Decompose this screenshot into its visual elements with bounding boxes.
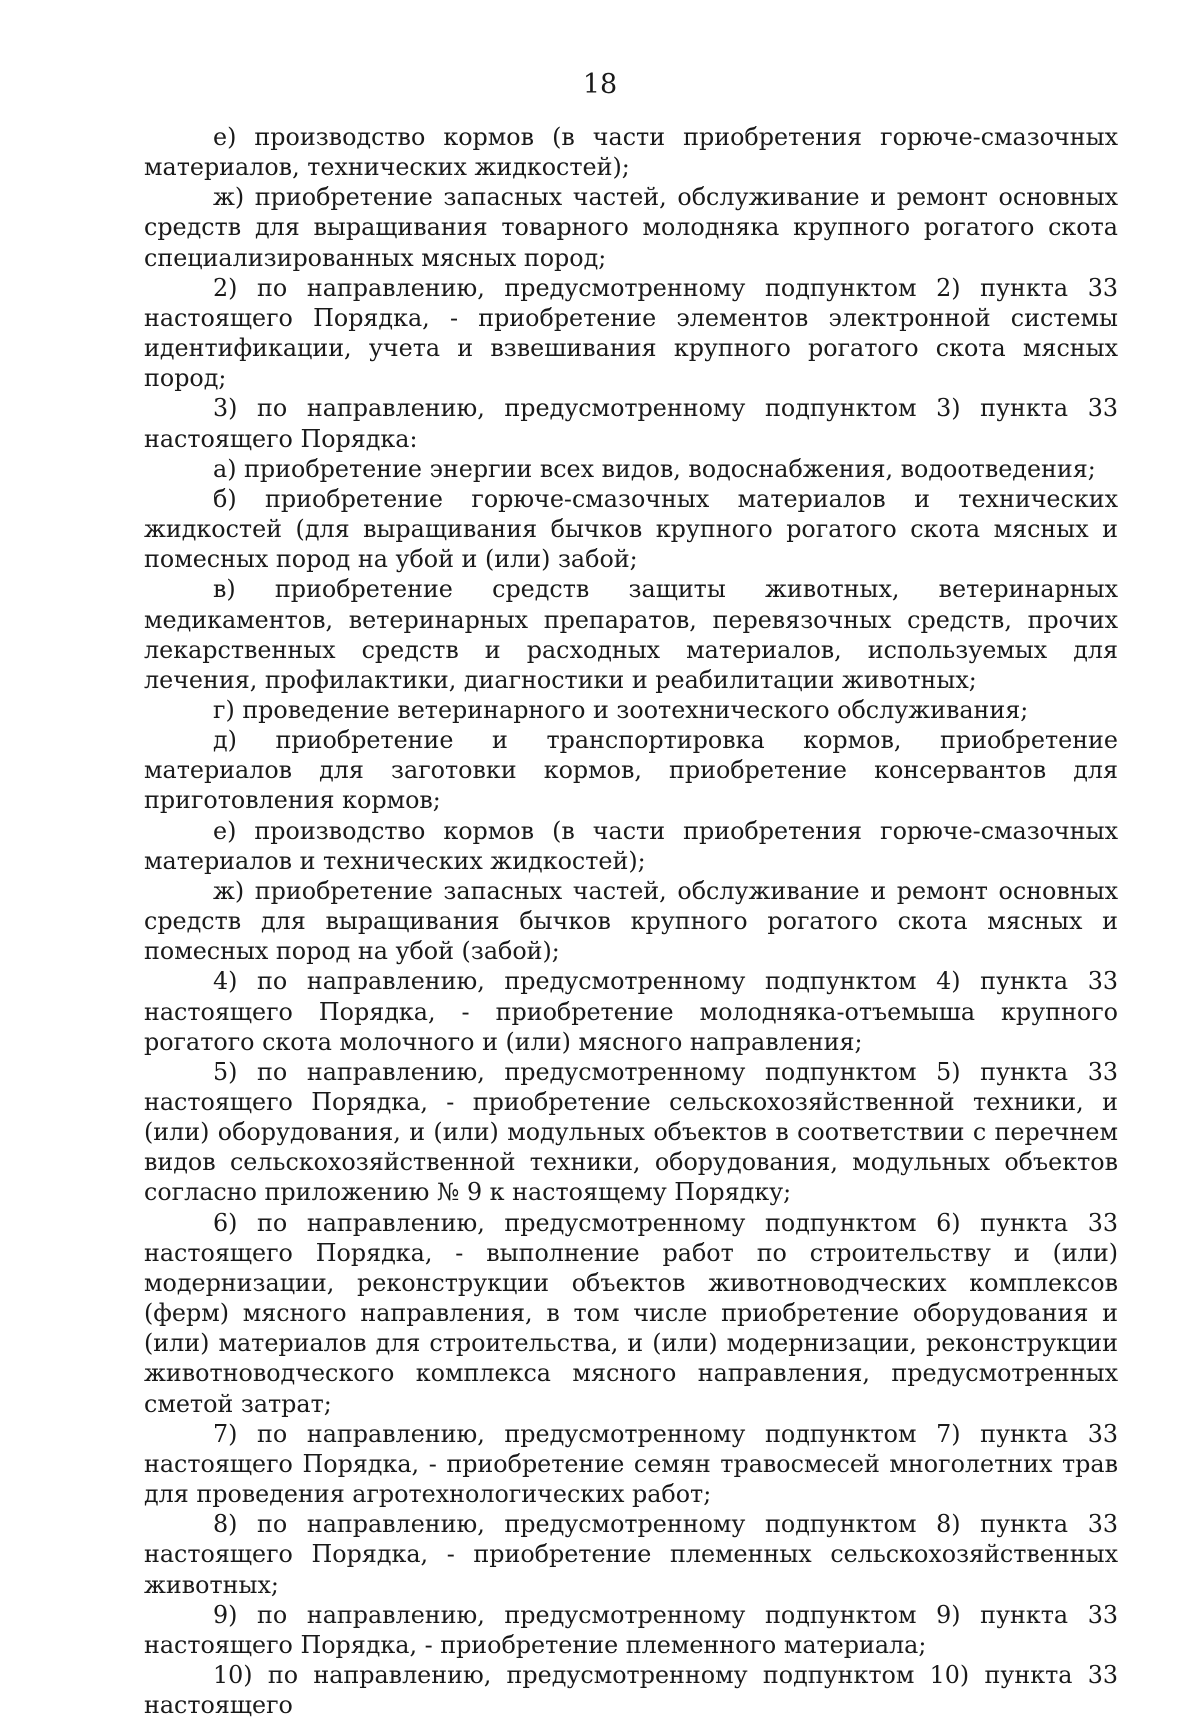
paragraph: 10) по направлению, предусмотренному подпунктом 10) пункта 33 настоящего — [144, 1660, 1118, 1720]
document-body — [144, 122, 1118, 1720]
paragraph: г) проведение ветеринарного и зоотехнического обслуживания; — [213, 695, 1029, 724]
paragraph: 6) по направлению, предусмотренному подпунктом 6) пункта 33 настоящего Порядка, - выполнение работ по строительству и (или) модернизации, реконструкции объектов животноводческих комплексов (ферм) мясного направления, в том числе приобретение оборудования и (или) материалов для строительства, и (или) модернизации, реконструкции животноводческого комплекса мясного направления, предусмотренных сметой затрат; — [144, 1208, 1118, 1418]
paragraph: в) приобретение средств защиты животных, ветеринарных медикаментов, ветеринарных препаратов, перевязочных средств, прочих лекарственных средств и расходных материалов, используемых для лечения, профилактики, диагностики и реабилитации животных; — [144, 575, 1118, 694]
page-number: 18 — [582, 69, 618, 100]
paragraph: е) производство кормов (в части приобретения горюче-смазочных материалов и технических жидкостей); — [144, 816, 1118, 875]
paragraph: е) производство кормов (в части приобретения горюче-смазочных материалов, технических жидкостей); — [144, 123, 1118, 182]
paragraph: а) приобретение энергии всех видов, водоснабжения, водоотведения; — [213, 454, 1096, 483]
paragraph: д) приобретение и транспортировка кормов, приобретение материалов для заготовки кормов, приобретение консервантов для приготовления кормов; — [144, 726, 1118, 815]
paragraph: 8) по направлению, предусмотренному подпунктом 8) пункта 33 настоящего Порядка, - приобретение племенных сельскохозяйственных животных; — [144, 1510, 1118, 1599]
paragraph: 5) по направлению, предусмотренному подпунктом 5) пункта 33 настоящего Порядка, - приобретение сельскохозяйственной техники, и (или) оборудования, и (или) модульных объектов в соответствии с перечнем видов сельскохозяйственной техники, оборудования, модульных объектов согласно приложению № 9 к настоящему Порядку; — [144, 1057, 1118, 1207]
paragraph: 4) по направлению, предусмотренному подпунктом 4) пункта 33 настоящего Порядка, - приобретение молодняка-отъемыша крупного рогатого скота молочного и (или) мясного направления; — [144, 967, 1118, 1056]
paragraph: б) приобретение горюче-смазочных материалов и технических жидкостей (для выращивания бычков крупного рогатого скота мясных и помесных пород на убой и (или) забой; — [144, 484, 1118, 574]
paragraph: 3) по направлению, предусмотренному подпунктом 3) пункта 33 настоящего Порядка: — [144, 394, 1118, 453]
paragraph: ж) приобретение запасных частей, обслуживание и ремонт основных средств для выращивания бычков крупного рогатого скота мясных и помесных пород на убой (забой); — [144, 876, 1118, 966]
paragraph: ж) приобретение запасных частей, обслуживание и ремонт основных средств для выращивания товарного молодняка крупного рогатого скота специализированных мясных пород; — [144, 183, 1118, 272]
paragraph: 7) по направлению, предусмотренному подпунктом 7) пункта 33 настоящего Порядка, - приобретение семян травосмесей многолетних трав для проведения агротехнологических работ; — [144, 1419, 1118, 1509]
paragraph: 9) по направлению, предусмотренному подпунктом 9) пункта 33 настоящего Порядка, - приобретение племенного материала; — [144, 1600, 1118, 1659]
paragraph: 2) по направлению, предусмотренному подпунктом 2) пункта 33 настоящего Порядка, - приобретение элементов электронной системы идентификации, учета и взвешивания крупного рогатого скота мясных пород; — [144, 273, 1118, 393]
